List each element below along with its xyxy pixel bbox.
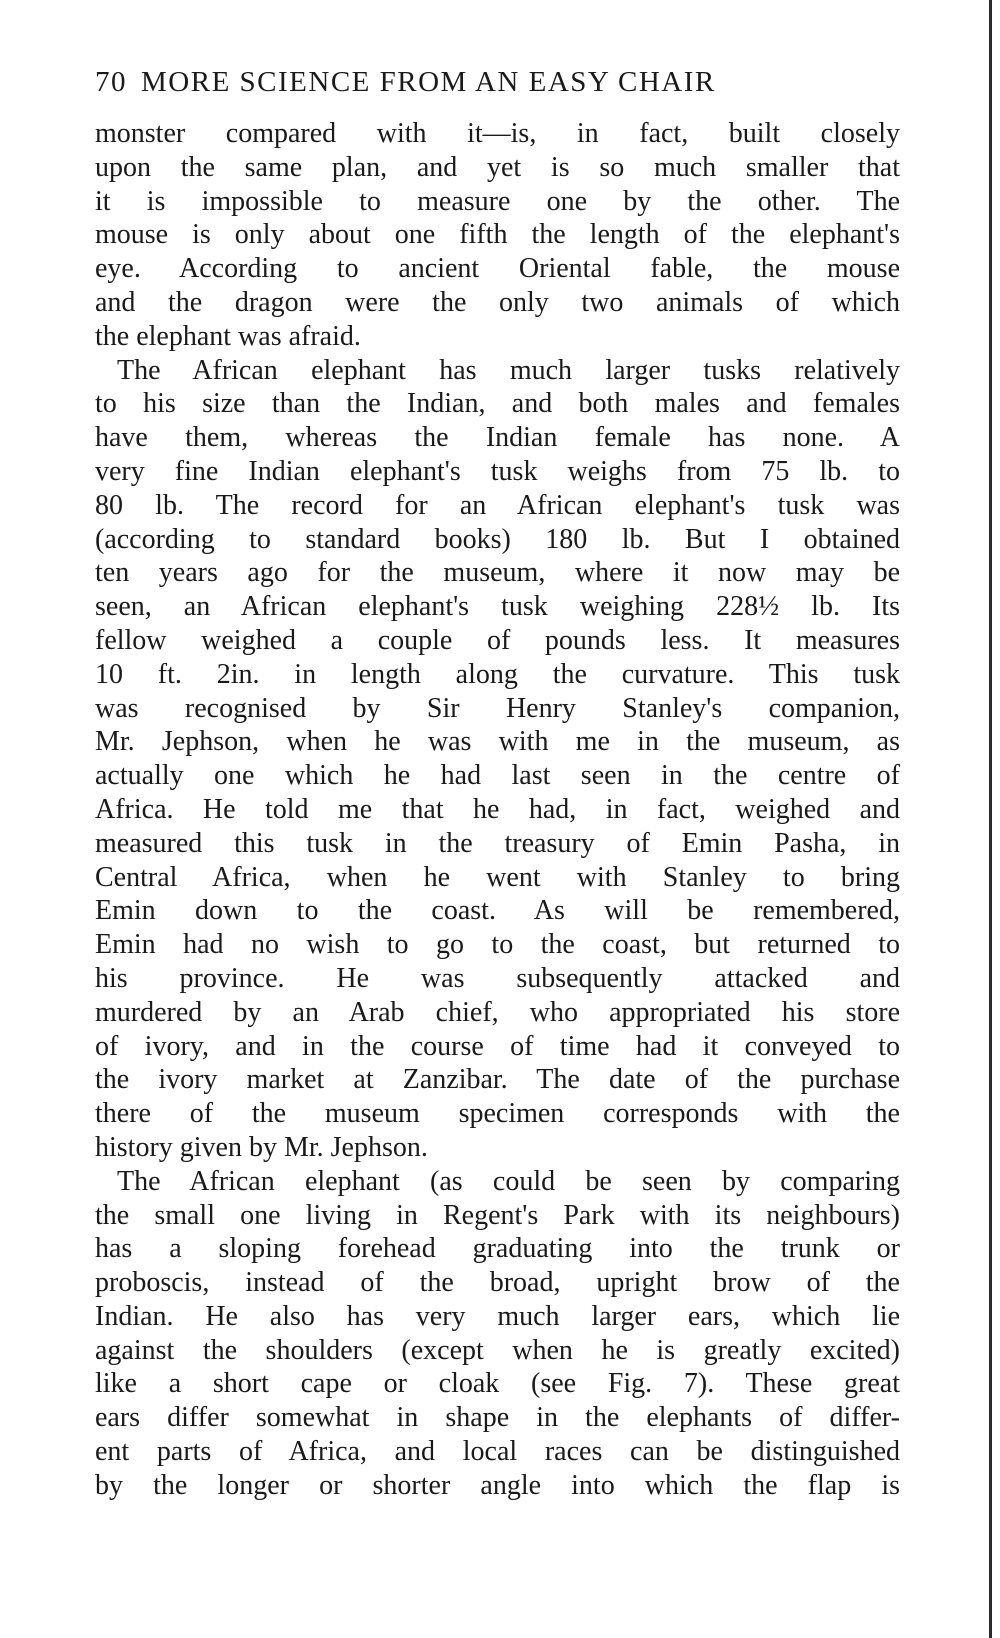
paragraph [95,354,900,1165]
text-line: proboscis, instead of the broad, upright brow of the [95,1267,900,1299]
text-line: have them, whereas the Indian female has none. A [95,422,900,454]
text-line: eye. According to ancient Oriental fable, the mouse [95,253,900,285]
text-line: ten years ago for the museum, where it now may be [95,557,900,589]
text-line: ent parts of Africa, and local races can be distinguished [95,1436,900,1468]
text-line: measured this tusk in the treasury of Emin Pasha, in [95,827,900,859]
text-line: against the shoulders (except when he is greatly excited) [95,1334,900,1366]
text-line: Mr. Jephson, when he was with me in the museum, as [95,726,900,758]
body-text [95,117,900,1503]
text-line: fellow weighed a couple of pounds less. It measures [95,624,900,656]
text-line: Indian. He also has very much larger ears, which lie [95,1300,900,1332]
text-line: very fine Indian elephant's tusk weighs from 75 lb. to [95,455,900,487]
running-header [95,62,915,102]
text-line: of ivory, and in the course of time had it conveyed to [95,1030,900,1062]
text-line: murdered by an Arab chief, who appropriated his store [95,996,900,1028]
text-line: seen, an African elephant's tusk weighing 228½ lb. Its [95,591,900,623]
text-line: upon the same plan, and yet is so much smaller that [95,151,900,183]
text-line: actually one which he had last seen in the centre of [95,760,900,792]
page-number: 70 [95,66,127,98]
text-line: was recognised by Sir Henry Stanley's companion, [95,692,900,724]
text-line: the ivory market at Zanzibar. The date of the purchase [95,1064,900,1096]
text-line: by the longer or shorter angle into which the flap is [95,1469,900,1501]
text-line: it is impossible to measure one by the other. The [95,185,900,217]
text-line: Emin down to the coast. As will be remembered, [95,895,900,927]
text-line: 80 lb. The record for an African elephant's tusk was [95,489,900,521]
text-line: there of the museum specimen corresponds with the [95,1098,900,1130]
text-line: The African elephant (as could be seen by comparing [117,1165,900,1197]
text-line: and the dragon were the only two animals of which [95,286,900,318]
text-line: 10 ft. 2in. in length along the curvature. This tusk [95,658,900,690]
text-line: (according to standard books) 180 lb. But I obtained [95,523,900,555]
text-line: to his size than the Indian, and both males and females [95,388,900,420]
text-line: Africa. He told me that he had, in fact, weighed and [95,793,900,825]
text-line: has a sloping forehead graduating into the trunk or [95,1233,900,1265]
text-line: mouse is only about one fifth the length of the elephant's [95,219,900,251]
paragraph [95,1165,900,1503]
text-line: the elephant was afraid. [95,320,361,352]
text-line: Central Africa, when he went with Stanley to bring [95,861,900,893]
page-edge-rule [989,0,992,1638]
text-line: history given by Mr. Jephson. [95,1131,428,1163]
text-line: his province. He was subsequently attacked and [95,962,900,994]
text-line: ears differ somewhat in shape in the elephants of differ- [95,1402,900,1434]
text-line: like a short cape or cloak (see Fig. 7). These great [95,1368,900,1400]
text-line: The African elephant has much larger tusks relatively [117,354,900,386]
paragraph [95,117,900,354]
running-title: MORE SCIENCE FROM AN EASY CHAIR [141,66,716,98]
text-line: the small one living in Regent's Park with its neighbours) [95,1199,900,1231]
text-line: monster compared with it—is, in fact, built closely [95,118,900,149]
text-line: Emin had no wish to go to the coast, but returned to [95,929,900,961]
